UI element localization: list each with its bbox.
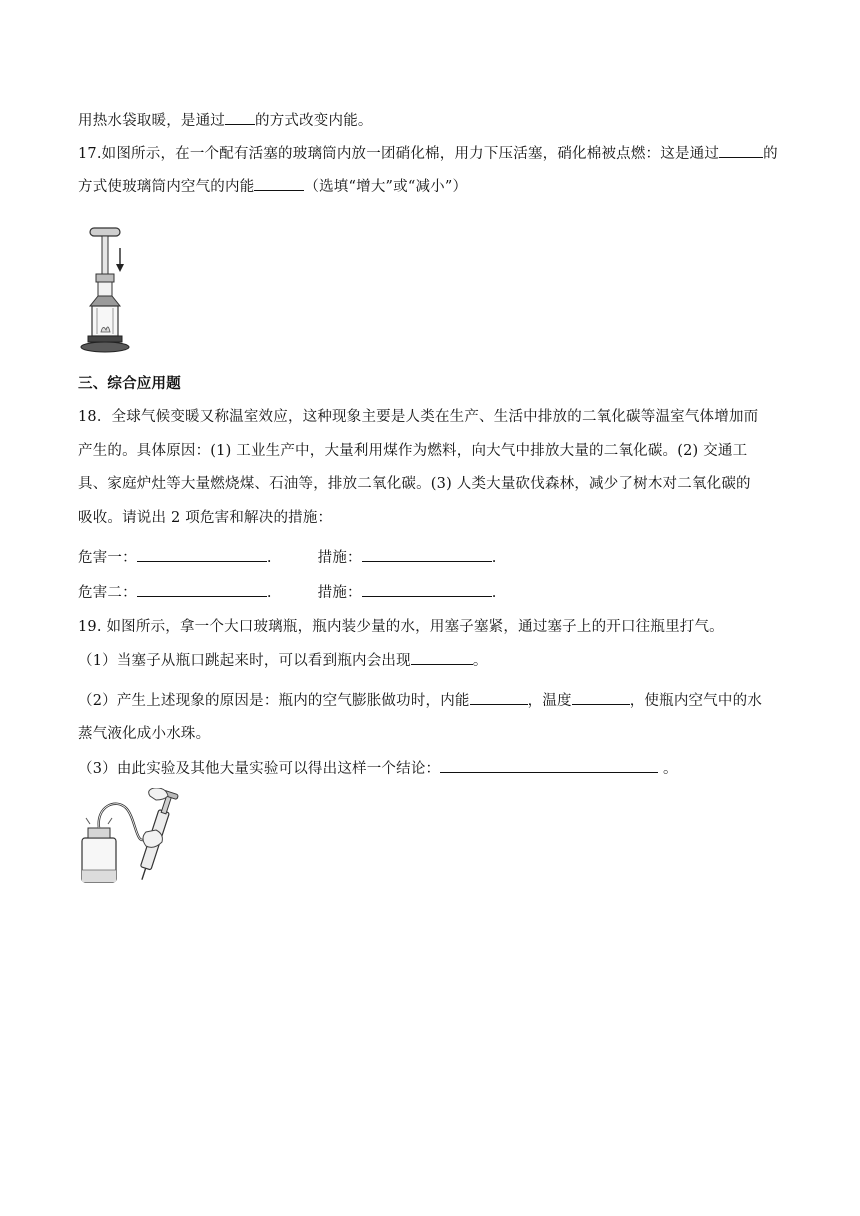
section-heading: 三、综合应用题 xyxy=(78,375,181,392)
measure-two-blank[interactable] xyxy=(362,582,492,597)
text: 。 xyxy=(472,653,488,669)
measure-label: 措施： xyxy=(317,550,362,566)
question-19-part-3 xyxy=(78,758,678,779)
text: 用热水袋取暖，是通过 xyxy=(78,113,225,129)
text: 的 xyxy=(763,146,778,162)
text: （3）由此实验及其他大量实验可以得出这样一个结论： xyxy=(78,761,441,777)
question-19-part-1 xyxy=(78,650,488,671)
answer-blank[interactable] xyxy=(411,650,473,665)
text: 。 xyxy=(658,761,678,777)
answer-blank[interactable] xyxy=(719,143,763,158)
text: （1）当塞子从瓶口跳起来时，可以看到瓶内会出现 xyxy=(78,653,411,669)
answer-blank[interactable] xyxy=(440,758,658,773)
text: （2）产生上述现象的原因是：瓶内的空气膨胀做功时，内能 xyxy=(78,693,470,709)
question-18-line-4: 吸收。请说出 2 项危害和解决的措施： xyxy=(78,510,333,526)
text: （选填“增大”或“减小”） xyxy=(304,179,468,195)
answer-blank[interactable] xyxy=(225,110,255,125)
piston-cylinder-figure xyxy=(76,226,136,356)
text: . xyxy=(491,585,497,601)
measure-one-blank[interactable] xyxy=(362,547,492,562)
measure-label: 措施： xyxy=(317,585,362,601)
question-17-line-1 xyxy=(78,143,778,164)
harm-label: 危害二： xyxy=(78,585,137,601)
text: 的方式改变内能。 xyxy=(255,113,373,129)
question-17-line-2 xyxy=(78,176,467,197)
text: ，使瓶内空气中的水 xyxy=(629,693,763,709)
text: 17.如图所示，在一个配有活塞的玻璃筒内放一团硝化棉，用力下压活塞，硝化棉被点燃：这是通过 xyxy=(78,146,720,162)
question-18-line-3: 具、家庭炉灶等大量燃烧煤、石油等，排放二氧化碳。(3) 人类大量砍伐森林，减少了树木对二氧化碳的 xyxy=(78,476,751,492)
answer-blank[interactable] xyxy=(254,176,304,191)
line-hot-water-bag xyxy=(78,110,373,131)
question-18-line-1: 18．全球气候变暖又称温室效应，这种现象主要是人类在生产、生活中排放的二氧化碳等温室气体增加而 xyxy=(78,409,759,425)
text: . xyxy=(266,585,272,601)
harm-two-blank[interactable] xyxy=(137,582,267,597)
harm-two-row xyxy=(78,582,497,603)
question-19-part-2-cont: 蒸气液化成小水珠。 xyxy=(78,726,211,742)
question-18-line-2: 产生的。具体原因：(1) 工业生产中，大量利用煤作为燃料，向大气中排放大量的二氧化碳。(2) 交通工 xyxy=(78,443,748,459)
question-19-stem: 19. 如图所示，拿一个大口玻璃瓶，瓶内装少量的水，用塞子塞紧，通过塞子上的开口往瓶里打气。 xyxy=(78,619,724,635)
harm-one-blank[interactable] xyxy=(137,547,267,562)
harm-one-row xyxy=(78,547,497,568)
text: 方式使玻璃筒内空气的内能 xyxy=(78,179,255,195)
text: . xyxy=(266,550,272,566)
answer-blank[interactable] xyxy=(572,690,630,705)
text: ，温度 xyxy=(527,693,572,709)
bottle-pump-figure xyxy=(76,788,186,888)
text: . xyxy=(491,550,497,566)
harm-label: 危害一： xyxy=(78,550,137,566)
question-19-part-2 xyxy=(78,690,762,711)
answer-blank[interactable] xyxy=(470,690,528,705)
